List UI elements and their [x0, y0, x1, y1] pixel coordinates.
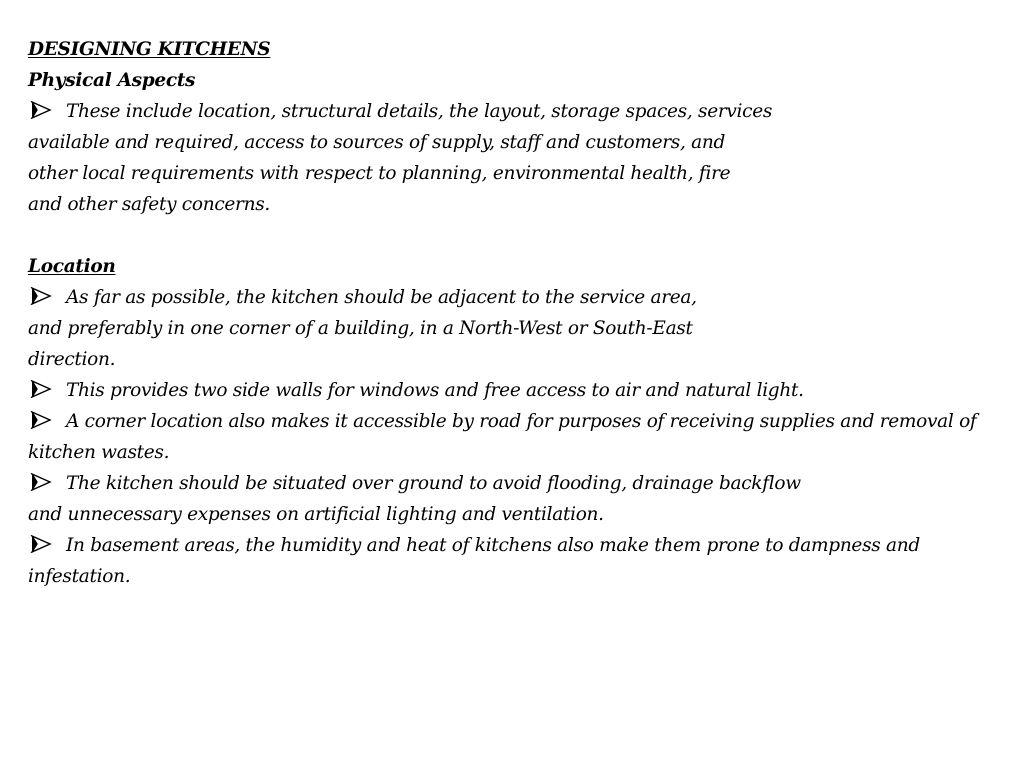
bullet-line: other local requirements with respect to planning, environmental health, fire [28, 163, 731, 184]
bullet-line [28, 468, 968, 499]
arrowhead-bullet-icon [30, 287, 52, 305]
bullet-line [28, 282, 968, 313]
bullet-location-2 [28, 375, 968, 406]
document-title: DESIGNING KITCHENS [28, 39, 271, 60]
document-body [28, 34, 977, 592]
bullet-text: These include location, structural details, the layout, storage spaces, services [66, 101, 773, 122]
bullet-text: This provides two side walls for windows and free access to air and natural light. [66, 380, 804, 401]
bullet-line: infestation. [28, 566, 131, 587]
bullet-line: and other safety concerns. [28, 194, 270, 215]
bullet-line: available and required, access to sources of supply, staff and customers, and [28, 132, 726, 153]
bullet-text: A corner location also makes it accessible by road for purposes of receiving supplies and removal of [66, 411, 977, 432]
arrowhead-bullet-icon [30, 473, 52, 491]
paragraph-spacer [28, 220, 968, 251]
bullet-line [28, 406, 977, 437]
bullet-text: In basement areas, the humidity and heat of kitchens also make them prone to dampness and [66, 535, 920, 556]
bullet-line [28, 375, 968, 406]
bullet-line: and preferably in one corner of a building, in a North-West or South-East [28, 318, 693, 339]
bullet-line: direction. [28, 349, 116, 370]
arrowhead-bullet-icon [30, 101, 52, 119]
bullet-line: kitchen wastes. [28, 442, 170, 463]
bullet-text: The kitchen should be situated over ground to avoid flooding, drainage backflow [66, 473, 801, 494]
bullet-location-5 [28, 530, 968, 592]
bullet-location-3 [28, 406, 977, 468]
arrowhead-bullet-icon [30, 535, 52, 553]
bullet-text: As far as possible, the kitchen should be adjacent to the service area, [66, 287, 697, 308]
bullet-line: and unnecessary expenses on artificial lighting and ventilation. [28, 504, 604, 525]
arrowhead-bullet-icon [30, 380, 52, 398]
bullet-line [28, 96, 968, 127]
arrowhead-bullet-icon [30, 411, 52, 429]
bullet-line [28, 530, 968, 561]
bullet-location-4 [28, 468, 968, 530]
section-heading-physical-aspects: Physical Aspects [28, 70, 196, 91]
section-heading-location: Location [28, 256, 116, 277]
bullet-location-1 [28, 282, 968, 375]
bullet-physical-aspects-1 [28, 96, 968, 220]
